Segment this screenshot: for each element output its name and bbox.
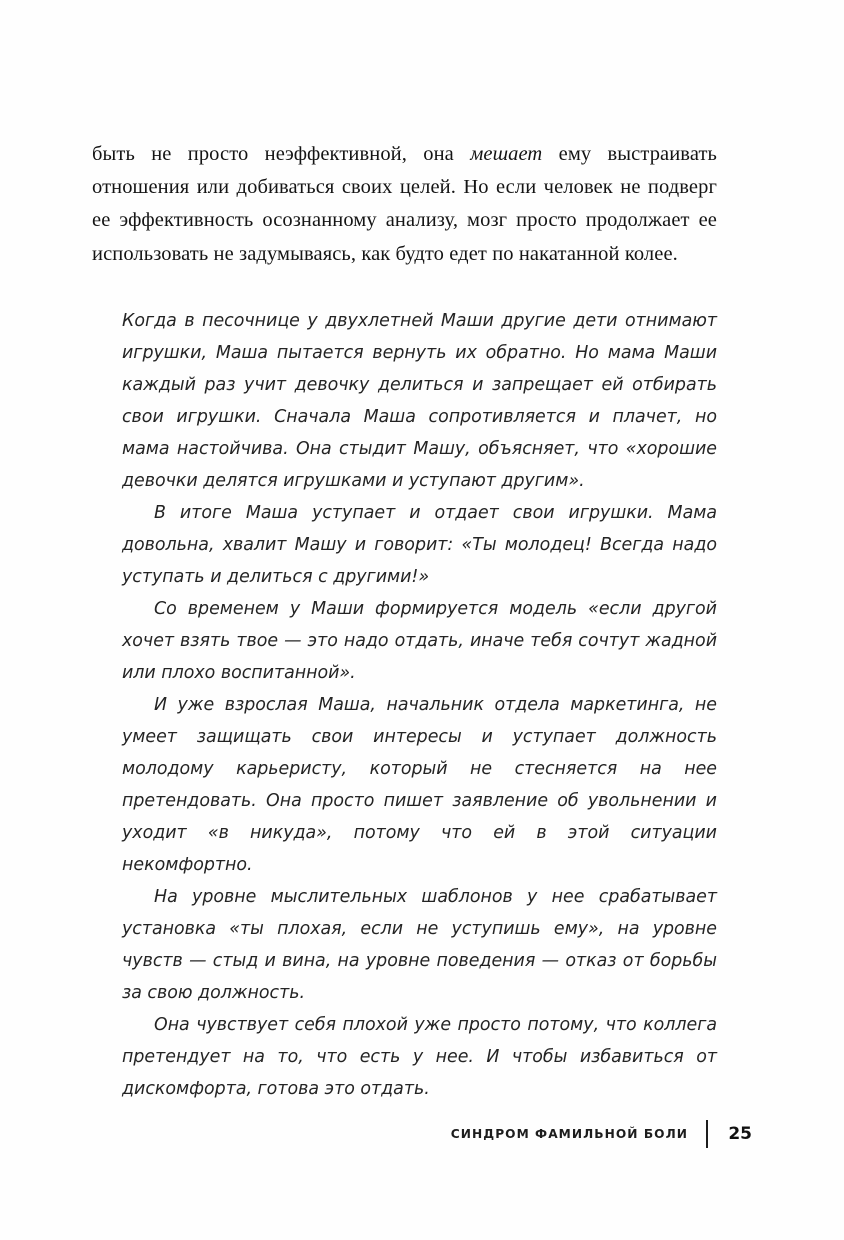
lead-text-part-1: быть не просто неэффективной, она [92, 143, 471, 165]
story-paragraph: В итоге Маша уступает и отдает свои игрушки. Мама довольна, хвалит Машу и говорит: «Ты молодец! Всегда надо уступать и делиться с другими!» [122, 502, 717, 587]
story-paragraph: Она чувствует себя плохой уже просто потому, что коллега претендует на то, что есть у нее. И чтобы избавиться от дискомфорта, готова это отдать. [122, 1015, 717, 1100]
lead-text-part-2: ему выстраивать отношения или добиваться своих целей. Но если человек не подверг ее эффективность осознанному анализу, мозг просто продолжает ее использовать не задумываясь, как будто едет по накатанной колее. [92, 143, 717, 265]
page-footer [92, 1120, 752, 1148]
story-paragraph: Когда в песочнице у двухлетней Маши другие дети отнимают игрушки, Маша пытается вернуть их обратно. Но мама Маши каждый раз учит девочку делиться и запрещает ей отбирать свои игрушки. Сначала Маша сопротивляется и плачет, но мама настойчива. Она стыдит Машу, объясняет, что «хорошие девочки делятся игрушками и уступают другим». [122, 310, 717, 491]
page-number: 25 [728, 1124, 752, 1144]
lead-paragraph [92, 138, 717, 271]
story-paragraph: И уже взрослая Маша, начальник отдела маркетинга, не умеет защищать свои интересы и уступает должность молодому карьеристу, который не стесняется на нее претендовать. Она просто пишет заявление об увольнении и уходит «в никуда», потому что ей в этой ситуации некомфортно. [122, 695, 717, 876]
story-paragraph: Со временем у Маши формируется модель «если другой хочет взять твое — это надо отдать, иначе тебя сочтут жадной или плохо воспитанной». [122, 598, 717, 683]
page-content [92, 138, 717, 1105]
story-block [92, 305, 717, 1105]
running-head: СИНДРОМ ФАМИЛЬНОЙ БОЛИ [450, 1127, 688, 1141]
story-paragraph: На уровне мыслительных шаблонов у нее срабатывает установка «ты плохая, если не уступишь ему», на уровне чувств — стыд и вина, на уровне поведения — отказ от борьбы за свою должность. [122, 887, 717, 1004]
lead-emphasis: мешает [470, 143, 543, 165]
